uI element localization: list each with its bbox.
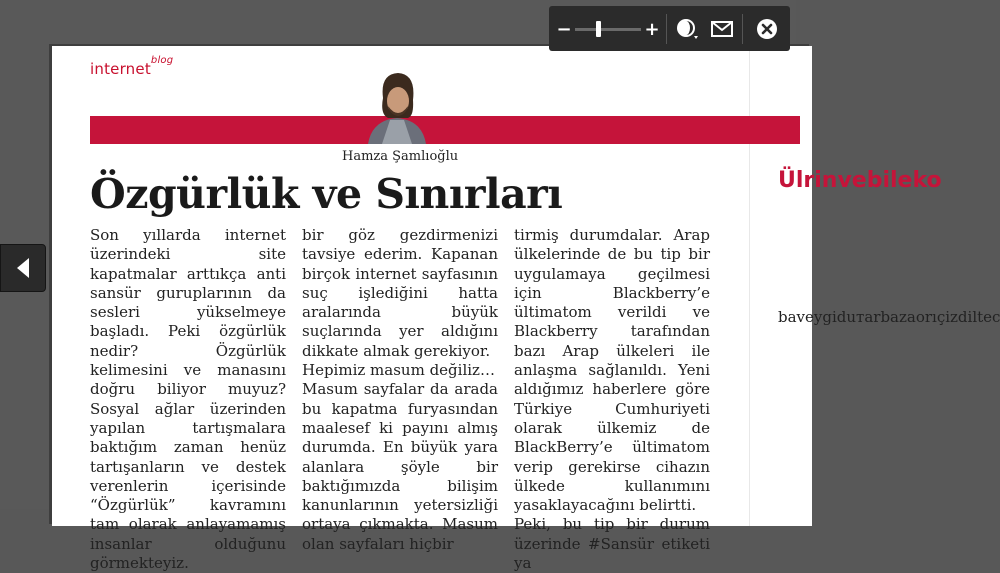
magazine-page <box>52 46 1000 573</box>
close-icon <box>756 18 778 40</box>
viewer-toolbar <box>549 6 790 51</box>
article-column-3 <box>514 226 710 573</box>
paragraph: Masum sayfalar da arada bu kapatma furyasından maalesef ki payını almış durumda. En büyük yara alanlara şöyle bir baktığımızda bilişim kanunlarının yetersizliği ortaya çıkmakta. Masum olan sayfaları hiçbir <box>302 380 498 553</box>
brand-text: internet <box>90 60 151 78</box>
chevron-left-icon <box>16 257 30 279</box>
brand-logo <box>90 55 174 78</box>
email-icon <box>711 21 733 37</box>
zoom-slider-thumb[interactable] <box>596 21 601 37</box>
brand-suffix: blog <box>150 55 174 66</box>
article-column-1 <box>90 226 286 573</box>
toolbar-divider <box>742 14 743 44</box>
close-viewer-button[interactable] <box>753 16 781 42</box>
next-page-text: baveygiduтаrbazaorıçizdiltec <box>778 308 1000 326</box>
email-share-button[interactable] <box>709 16 735 42</box>
zoom-slider[interactable] <box>575 28 641 31</box>
zoom-in-button[interactable]: + <box>644 18 660 40</box>
zoom-out-button[interactable]: − <box>556 18 572 40</box>
next-page-heading: Ülrinvebileko <box>778 168 942 193</box>
article-column-2 <box>302 226 498 554</box>
paragraph: tirmiş durumdalar. Arap ülkelerinde de bu tip bir uygulamaya geçilmesi için Blackberry’e ültimatom verildi ve Blackberry tarafından bazı Arap ülkeleri ile anlaşma sağlanıldı. Yeni aldığımız haberlere göre Türkiye Cumhuriyeti olarak ülkemiz de BlackBerry’e ültimatom verip gerekirse cihazın ülkede kullanımını yasaklayacağını belirtti. <box>514 226 710 515</box>
author-photo <box>358 68 436 144</box>
contrast-icon <box>674 16 700 42</box>
header-band <box>90 116 800 144</box>
previous-page-button[interactable] <box>0 244 46 292</box>
author-name: Hamza Şamlıoğlu <box>342 149 459 164</box>
paragraph: Peki, bu tip bir durum üzerinde #Sansür etiketi ya <box>514 515 710 573</box>
paragraph: bir göz gezdirmenizi tavsiye ederim. Kapanan birçok internet sayfasının suç işlediğini hatta aralarında büyük suçlarında yer aldığını dikkate almak gerekiyor. <box>302 226 498 360</box>
toolbar-divider <box>666 14 667 44</box>
paragraph: Son yıllarda internet üzerindeki site kapatmalar arttıkça anti sansür guruplarının da sesleri yükselmeye başladı. Peki özgürlük nedir? Özgürlük kelimesini ve manasını doğru biliyor muyuz? Sosyal ağlar üzerinden yapılan tartışmalara baktığım zaman henüz tartışanların ve destek verenlerin içerisinde “Özgürlük” kavramını tam olarak anlayamamış insanlar olduğunu görmekteyiz. <box>90 226 286 573</box>
paragraph: Hepimiz masum değiliz… <box>302 361 495 380</box>
theme-toggle-button[interactable] <box>673 16 701 42</box>
article-headline: Özgürlük ve Sınırları <box>90 170 563 218</box>
